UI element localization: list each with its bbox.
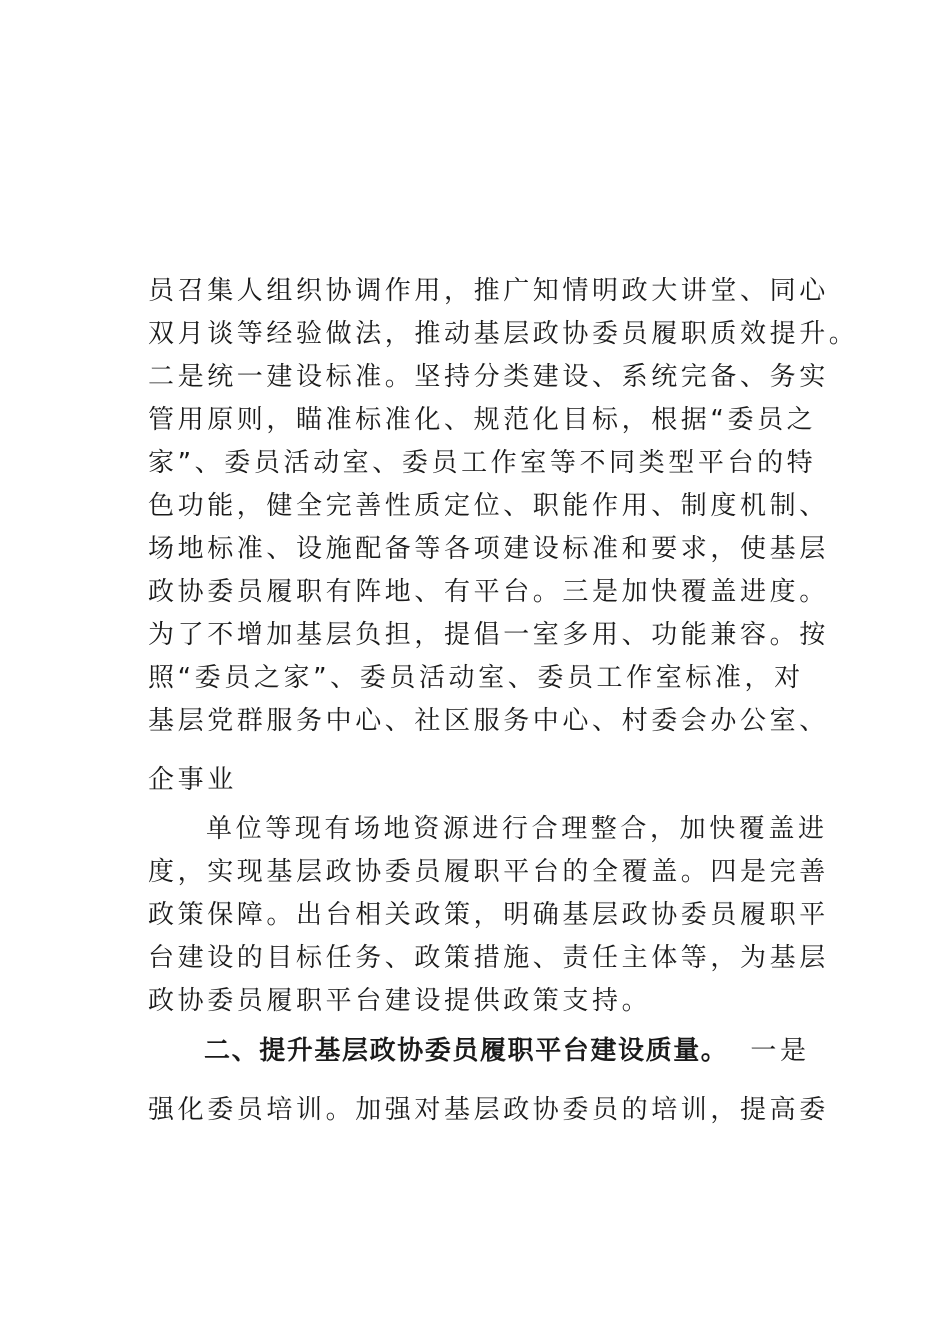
text-line: 色功能，健全完善性质定位、职能作用、制度机制、 bbox=[148, 491, 829, 521]
text-line: 二是统一建设标准。坚持分类建设、系统完备、务实 bbox=[148, 362, 829, 392]
text-line: 管用原则，瞄准标准化、规范化目标，根据“委员之 bbox=[148, 405, 817, 435]
text-line: 台建设的目标任务、政策措施、责任主体等，为基层 bbox=[148, 943, 829, 973]
text-line: 双月谈等经验做法，推动基层政协委员履职质效提升。 bbox=[148, 319, 859, 349]
text-line: 照“委员之家”、委员活动室、委员工作室标准，对 bbox=[148, 663, 804, 693]
section-heading-tail: 一是 bbox=[750, 1036, 810, 1066]
paragraph-first-line: 单位等现有场地资源进行合理整合，加快覆盖进 bbox=[206, 814, 828, 844]
text-line: 为了不增加基层负担，提倡一室多用、功能兼容。按 bbox=[148, 620, 829, 650]
text-line: 政策保障。出台相关政策，明确基层政协委员履职平 bbox=[148, 900, 829, 930]
text-line: 基层党群服务中心、社区服务中心、村委会办公室、 bbox=[148, 706, 829, 736]
text-line-fragment: 企事业 bbox=[148, 765, 237, 795]
text-line: 家”、委员活动室、委员工作室等不同类型平台的特 bbox=[148, 448, 817, 478]
section-heading-title: 二、提升基层政协委员履职平台建设质量。 bbox=[204, 1036, 729, 1066]
text-line: 强化委员培训。加强对基层政协委员的培训，提高委 bbox=[148, 1095, 829, 1125]
text-line: 场地标准、设施配备等各项建设标准和要求，使基层 bbox=[148, 534, 829, 564]
text-line: 政协委员履职有阵地、有平台。三是加快覆盖进度。 bbox=[148, 577, 829, 607]
section-heading bbox=[204, 1036, 810, 1066]
text-line: 度，实现基层政协委员履职平台的全覆盖。四是完善 bbox=[148, 857, 829, 887]
text-line: 政协委员履职平台建设提供政策支持。 bbox=[148, 986, 652, 1016]
text-line: 员召集人组织协调作用，推广知情明政大讲堂、同心 bbox=[148, 276, 829, 306]
